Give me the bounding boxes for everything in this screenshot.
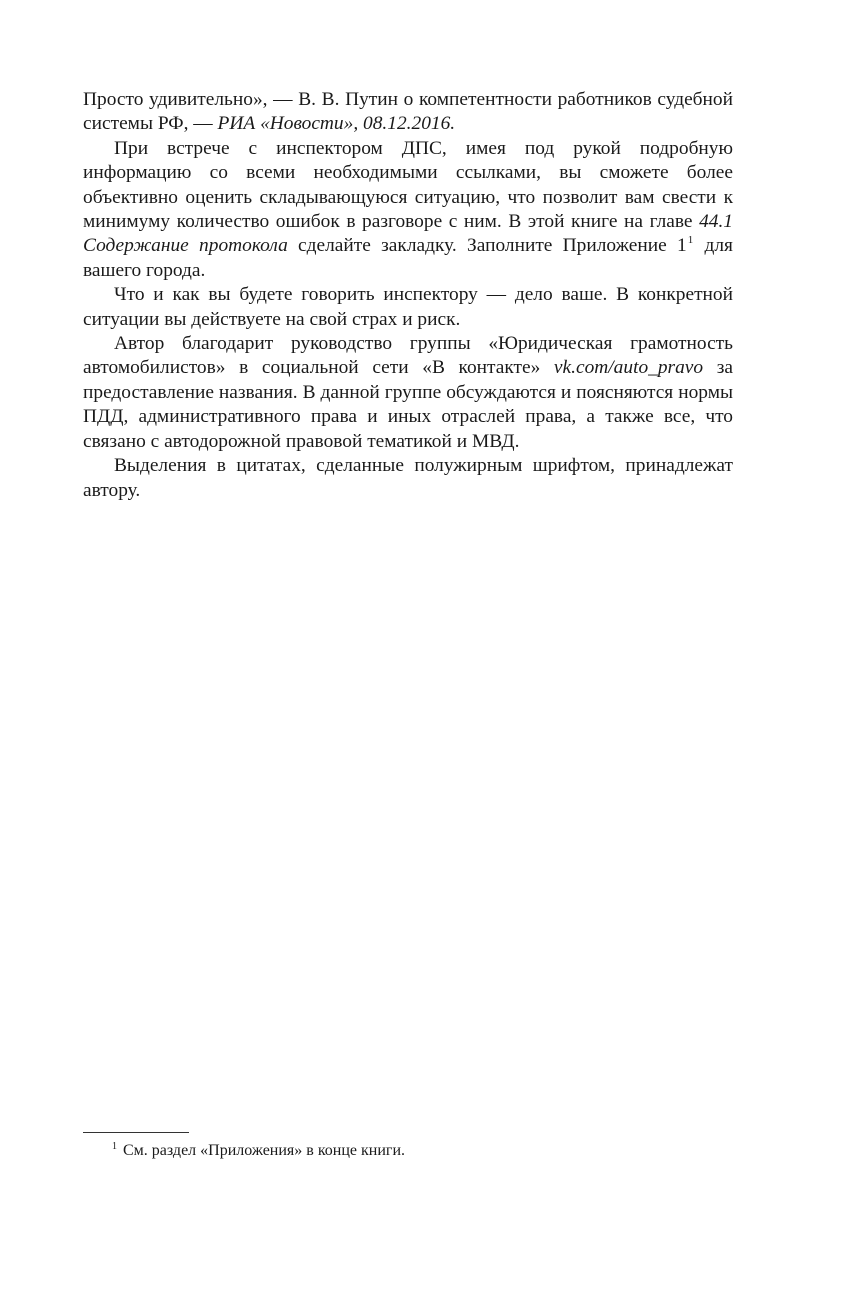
paragraph-responsibility-text: Что и как вы будете говорить инспектору — дело ваше. В конкретной ситуации вы действуете на свой страх и риск. (83, 284, 733, 330)
footnote-reference[interactable]: 1 (687, 234, 694, 247)
footnote (112, 1141, 732, 1161)
footnote-number: 1 (112, 1141, 117, 1152)
quote-source: РИА «Новости», 08.12.2016. (217, 113, 456, 135)
paragraph-dps-text-middle: сделайте закладку. Заполните Приложение 1 (287, 235, 687, 257)
paragraph-ack-text-start: Автор благодарит руководство группы «Юридическая грамотность автомобилистов» в социальной сети «В контакте» (83, 333, 733, 379)
body-text (83, 88, 733, 503)
paragraph-acknowledgement (83, 332, 733, 454)
paragraph-responsibility (83, 283, 733, 332)
footnote-divider (83, 1132, 189, 1133)
paragraph-dps-text-end: для вашего города. (83, 235, 733, 281)
paragraph-dps-meeting (83, 137, 733, 283)
paragraph-dps-text-start: При встрече с инспектором ДПС, имея под рукой подробную информацию со всеми необходимыми ссылками, вы сможете более объективно оценить складывающуюся ситуацию, что позволит вам свести к минимуму количество ошибок в разговоре с ним. В этой книге на главе (83, 137, 733, 233)
footnote-text: См. раздел «Приложения» в конце книги. (123, 1142, 406, 1159)
paragraph-emphasis-text: Выделения в цитатах, сделанные полужирным шрифтом, принадлежат автору. (83, 455, 733, 501)
paragraph-emphasis-note (83, 454, 733, 503)
paragraph-ack-text-end: за предоставление названия. В данной группе обсуждаются и поясняются нормы ПДД, административного права и иных отраслей права, а также все, что связано с автодорожной правовой тематикой и МВД. (83, 357, 733, 452)
vk-group-link[interactable]: vk.com/auto_pravo (553, 357, 704, 379)
paragraph-quote-end (83, 88, 733, 137)
chapter-reference: 44.1 Содержание протокола (83, 211, 733, 257)
quote-attribution-text: Просто удивительно», — В. В. Путин о компетентности работников судебной системы РФ, — (83, 89, 733, 135)
